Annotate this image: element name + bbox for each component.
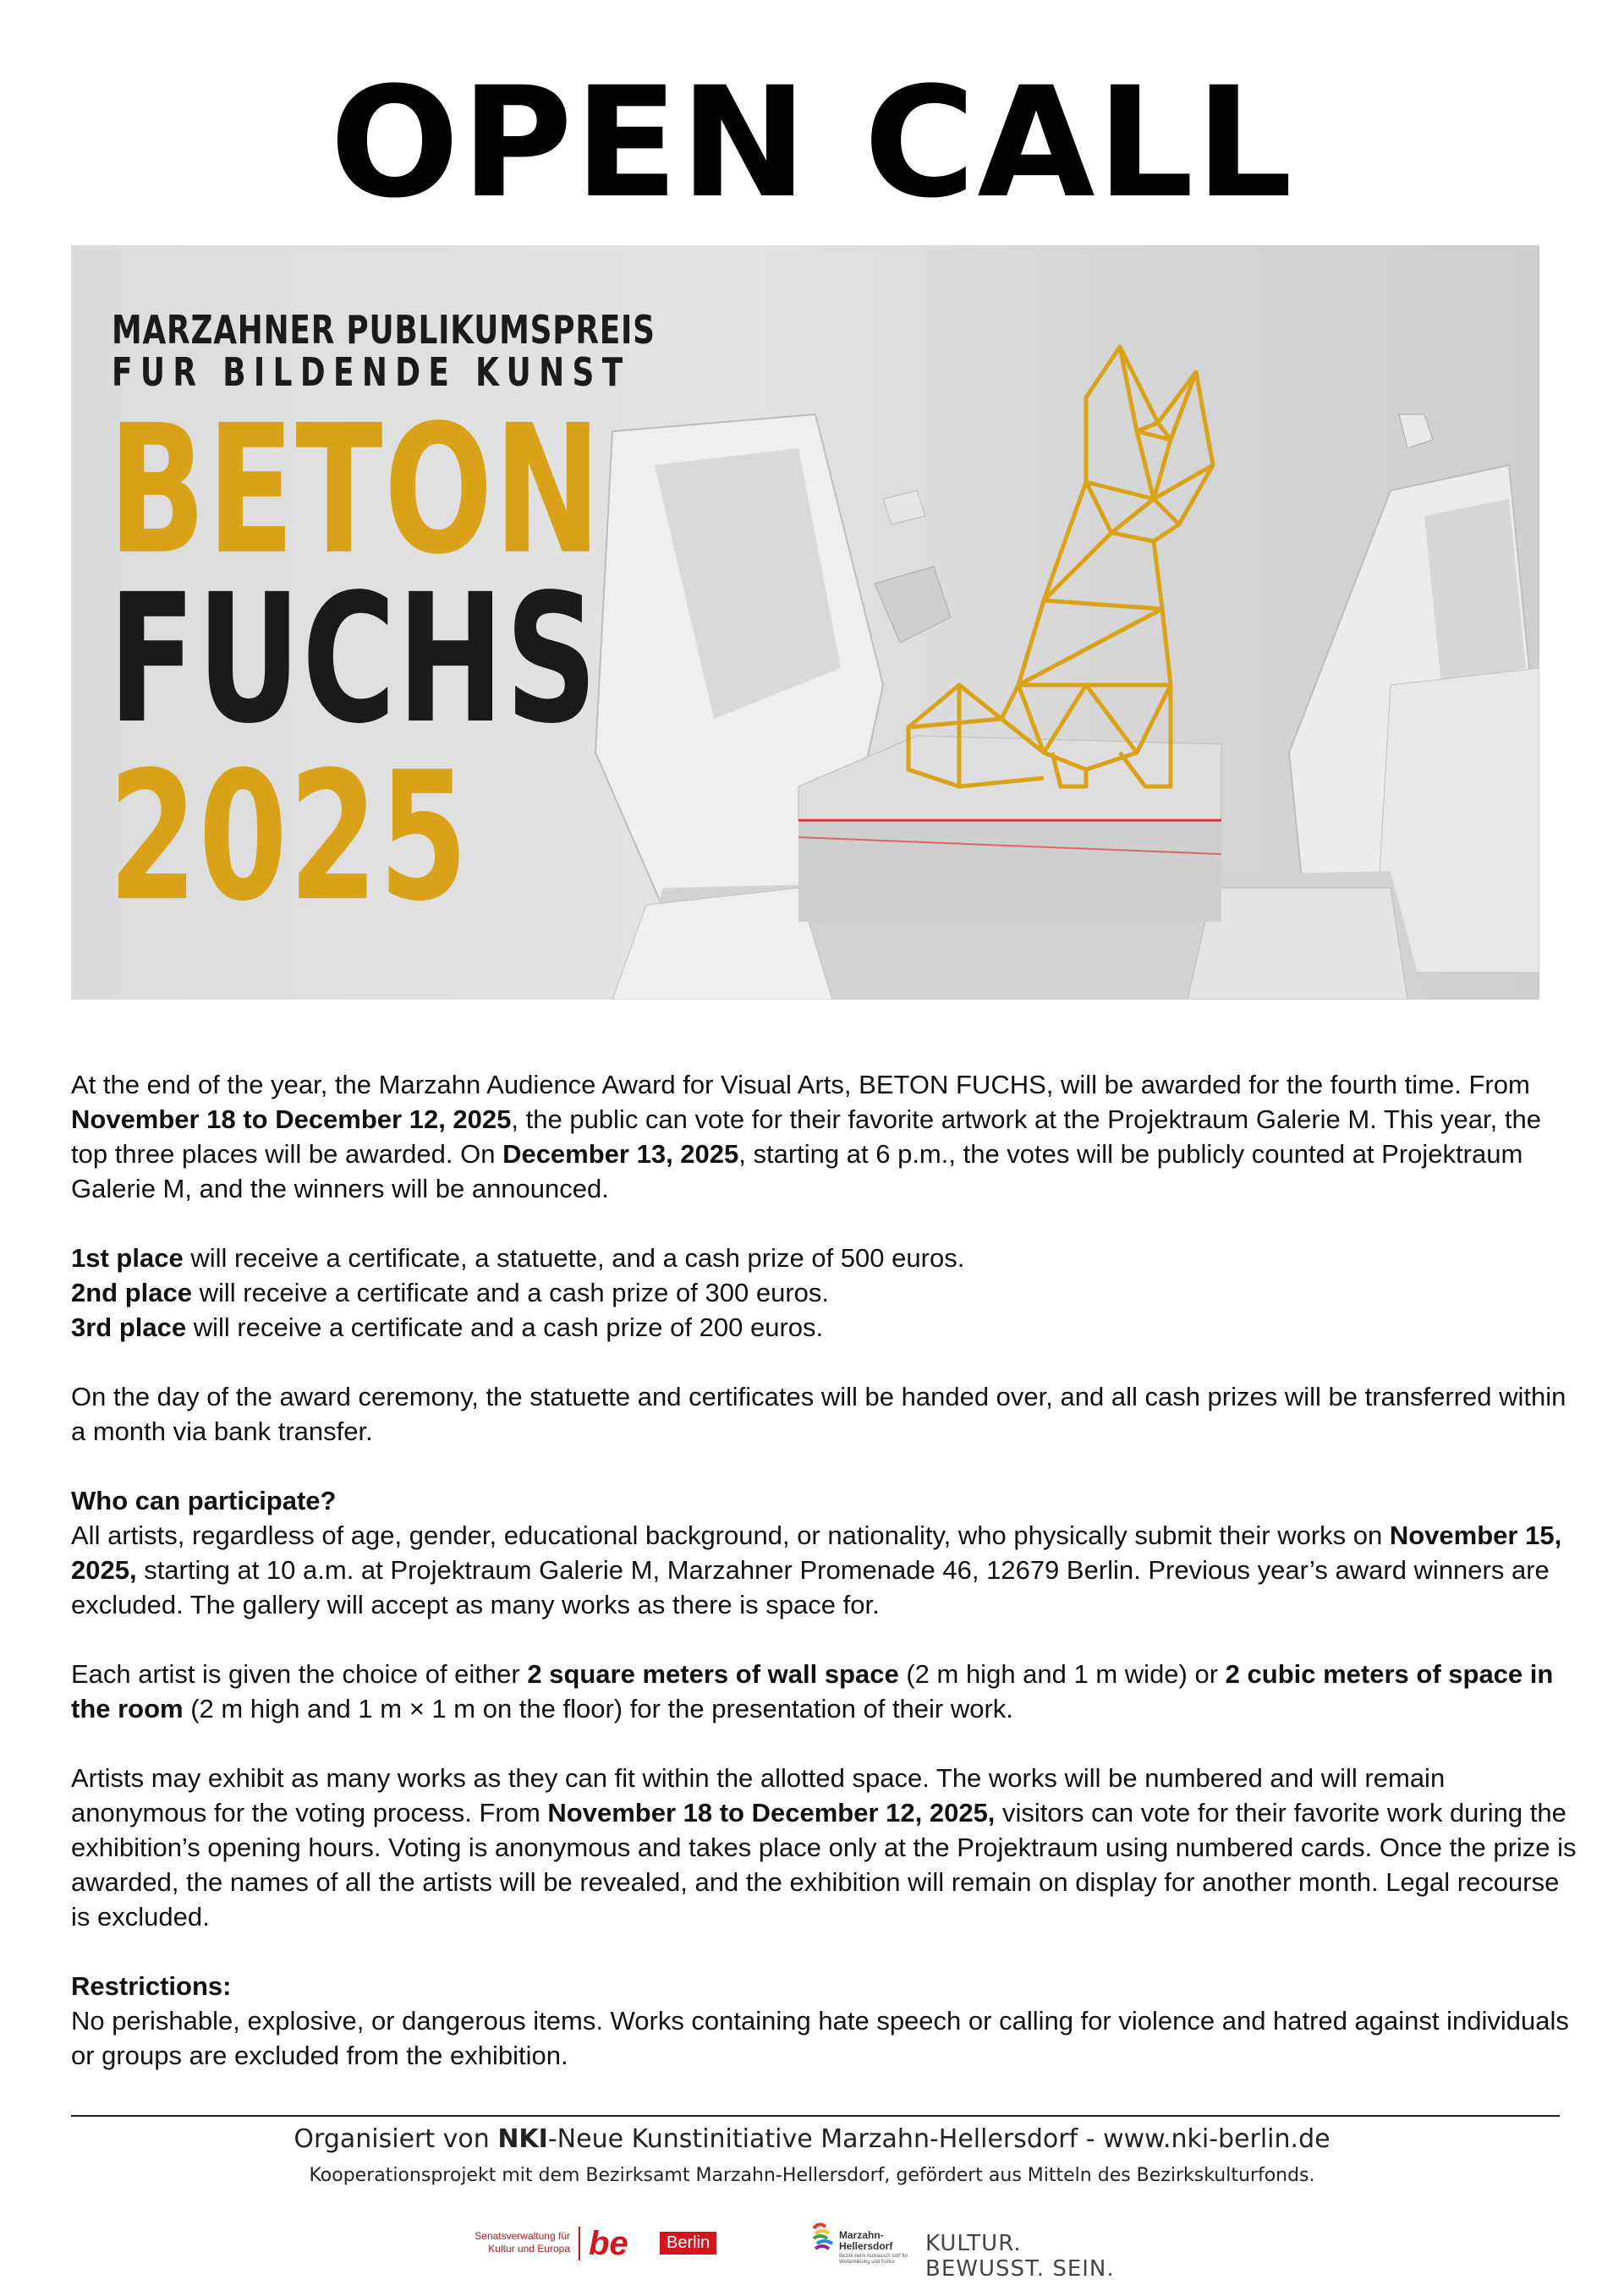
restrictions-section: Restrictions: No perishable, explosive, or dangerous items. Works containing hate speech or calling for violence and hatred against individuals or groups are excluded from the exhibition. (71, 1971, 1569, 2070)
footer-divider (71, 2115, 1560, 2117)
prizes-list (71, 1241, 1577, 1345)
prize-item: 3rd place will receive a certificate and a cash prize of 200 euros. (71, 1312, 824, 1342)
intro-paragraph: At the end of the year, the Marzahn Audience Award for Visual Arts, BETON FUCHS, will be awarded for the fourth time. From November 18 to December 12, 2025, the public can vote for their favorite artwork at the Projektraum Galerie M. This year, the top three places will be awarded. On December 13, 2025, starting at 6 p.m., the votes will be publicly counted at Projektraum Galerie M, and the winners will be announced. (71, 1070, 1541, 1203)
participation-heading: Who can participate? (71, 1486, 337, 1515)
organizer-line: Organisiert von NKI-Neue Kunstinitiative Marzahn-Hellersdorf - www.nki-berlin.de (294, 2124, 1330, 2154)
banner-word-beton: BETON (108, 386, 602, 594)
cooperation-line: Kooperationsprojekt mit dem Bezirksamt Marzahn-Hellersdorf, gefördert aus Mitteln des Bezirkskulturfonds. (309, 2165, 1315, 2186)
banner-word-fuchs: FUCHS (108, 556, 599, 763)
restrictions-heading: Restrictions: (71, 1971, 232, 2001)
prize-item: 1st place will receive a certificate, a statuette, and a cash prize of 500 euros. (71, 1243, 965, 1273)
banner-year: 2025 (108, 733, 469, 940)
marzahn-hellersdorf-logo: Marzahn-Hellersdorf Bezirk beim Austausch dorf für Weiterbildung und Kultur (810, 2220, 920, 2271)
ceremony-paragraph: On the day of the award ceremony, the statuette and certificates will be handed over, and all cash prizes will be transferred within a month via bank transfer. (71, 1382, 1566, 1446)
bezirk-color-icon (810, 2220, 837, 2254)
banner-subtitle-line1: MARZAHNER PUBLIKUMSPREIS (112, 307, 656, 353)
participation-section: Who can participate? All artists, regardless of age, gender, educational background, or nationality, who physically submit their works on November 15, 2025, starting at 10 a.m. at Projektraum Galerie M, Marzahner Promenade 46, 12679 Berlin. Previous year’s award winners are excluded. The gallery will accept as many works as there is space for. (71, 1486, 1562, 1619)
banner-subtitle-line2: FUR BILDENDE KUNST (112, 349, 631, 395)
voting-paragraph: Artists may exhibit as many works as they can fit within the allotted space. The works will be numbered and will remain anonymous for the voting process. From November 18 to December 12, 2025, visitors can vote for their favorite work during the exhibition’s opening hours. Voting is anonymous and takes place only at the Projektraum using numbered cards. Once the prize is awarded, the names of all the artists will be revealed, and the exhibition will remain on display for another month. Legal recourse is excluded. (71, 1763, 1577, 1932)
body-text (71, 1067, 1577, 2107)
kultur-bewusst-sein-logo: KULTUR. BEWUSST. SEIN. (925, 2231, 1115, 2282)
senat-berlin-logo: Senatsverwaltung für Kultur und Europa be Berlin (460, 2220, 739, 2271)
award-banner (71, 245, 1539, 1000)
page-title: OPEN CALL (329, 55, 1294, 232)
prize-item: 2nd place will receive a certificate and a cash prize of 300 euros. (71, 1278, 829, 1307)
space-paragraph: Each artist is given the choice of either 2 square meters of wall space (2 m high and 1 m wide) or 2 cubic meters of space in the room (2 m high and 1 m × 1 m on the floor) for the presentation of their work. (71, 1659, 1554, 1723)
